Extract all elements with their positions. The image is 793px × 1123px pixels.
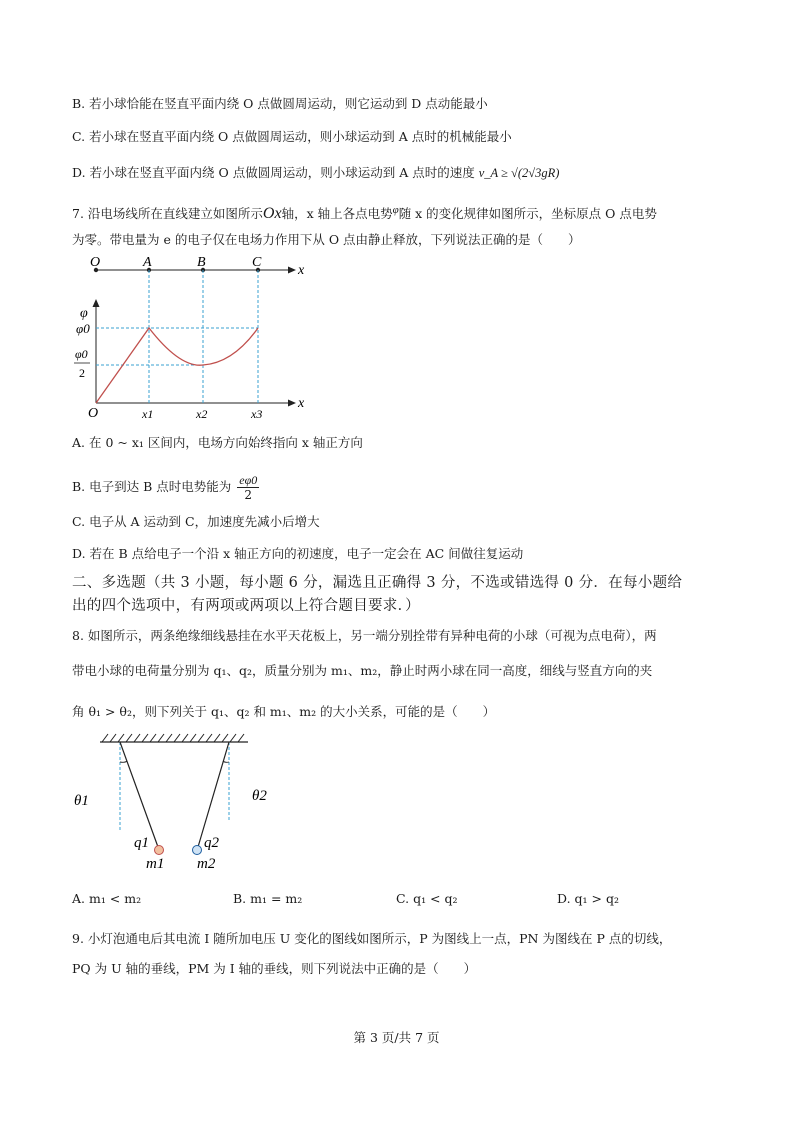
top-label-o: O (90, 255, 101, 270)
q7-option-a: A. 在 0 ~ x₁ 区间内，电场方向始终指向 x 轴正方向 (72, 435, 363, 450)
q7-stem-line2: 为零。带电量为 e 的电子仅在电场力作用下从 O 点由静止释放，下列说法正确的是（ ） (72, 232, 581, 247)
x3-label: x3 (251, 407, 263, 421)
theta1-label: θ1 (74, 793, 89, 809)
q6-option-d-math: v_A ≥ √(2√3gR) (478, 166, 560, 180)
q8-stem-line1: 8. 如图所示，两条绝缘细线悬挂在水平天花板上，另一端分别拴带有异种电荷的小球（可视为点电荷），两 (72, 628, 657, 643)
half-phi0-denominator: 2 (79, 366, 85, 380)
q8-stem-line2: 带电小球的电荷量分别为 q₁、q₂，质量分别为 m₁、m₂，静止时两小球在同一高度，细线与竖直方向的夹 (72, 663, 653, 678)
x1-label: x1 (142, 407, 154, 421)
q2-label: q2 (204, 835, 219, 851)
top-axis-x-label: x (298, 263, 305, 278)
section2-heading-line2: 出的四个选项中，有两项或两项以上符合题目要求．） (72, 598, 420, 614)
ball-2 (193, 846, 202, 855)
q9-stem-line1: 9. 小灯泡通电后其电流 I 随所加电压 U 变化的图线如图所示，P 为图线上一点，PN 为图线在 P 点的切线， (72, 931, 672, 946)
ox-axis-symbol: Ox (262, 205, 282, 223)
y-axis-phi-label: φ (80, 306, 88, 321)
q7-option-b: B. 电子到达 B 点时电势能为 $\frac{e\varphi 0}{2}$ (72, 473, 258, 502)
top-label-a: A (143, 255, 152, 270)
phi-symbol: φ (392, 204, 399, 216)
string-right (198, 742, 229, 847)
top-label-c: C (252, 255, 262, 270)
ball-1 (155, 846, 164, 855)
q9-stem-line2: PQ 为 U 轴的垂线，PM 为 I 轴的垂线，则下列说法中正确的是（ ） (72, 961, 477, 976)
q7-stem-line1: 7. 沿电场线所在直线建立如图所示Ox轴，x 轴上各点电势φ随 x 的变化规律如图所示，坐标原点 O 点电势 (72, 204, 657, 223)
string-left (120, 742, 158, 847)
q8-pendulum-figure (70, 730, 270, 875)
q7-option-c: C. 电子从 A 运动到 C，加速度先减小后增大 (72, 514, 320, 529)
q7-option-d: D. 若在 B 点给电子一个沿 x 轴正方向的初速度，电子一定会在 AC 间做往复运动 (72, 546, 524, 561)
q1-label: q1 (134, 835, 149, 851)
main-axis-x-label: x (298, 396, 305, 411)
q6-option-d (72, 164, 559, 182)
section2-heading-line1: 二、多选题（共 3 小题，每小题 6 分，漏选且正确得 3 分，不选或错选得 0 分．在每小题给 (72, 575, 683, 591)
q8-option-d: D. q₁ > q₂ (557, 891, 619, 906)
q8-option-b: B. m₁ = m₂ (233, 891, 303, 906)
q6-option-d-text: D. 若小球在竖直平面内绕 O 点做圆周运动，则小球运动到 A 点时的速度 (72, 165, 475, 180)
q8-option-c: C. q₁ < q₂ (396, 891, 458, 906)
m1-label: m1 (146, 856, 165, 872)
q7-potential-graph (70, 253, 310, 425)
x2-label: x2 (196, 407, 208, 421)
q8-stem-line3: 角 θ₁ > θ₂，则下列关于 q₁、q₂ 和 m₁、m₂ 的大小关系，可能的是（ ） (72, 704, 496, 719)
top-label-b: B (197, 255, 206, 270)
theta2-label: θ2 (252, 788, 267, 804)
q6-option-c: C. 若小球在竖直平面内绕 O 点做圆周运动，则小球运动到 A 点时的机械能最小 (72, 129, 512, 144)
page-footer: 第 3 页/共 7 页 (353, 1030, 440, 1045)
phi0-label: φ0 (76, 321, 90, 336)
q6-option-b: B. 若小球恰能在竖直平面内绕 O 点做圆周运动，则它运动到 D 点动能最小 (72, 96, 488, 111)
origin-label: O (88, 406, 99, 421)
q7-option-b-fraction: $\frac{e\varphi 0}{2}$ (239, 473, 258, 502)
m2-label: m2 (197, 856, 216, 872)
half-phi0-numerator: φ0 (75, 347, 88, 361)
q8-option-a: A. m₁ < m₂ (72, 891, 142, 906)
